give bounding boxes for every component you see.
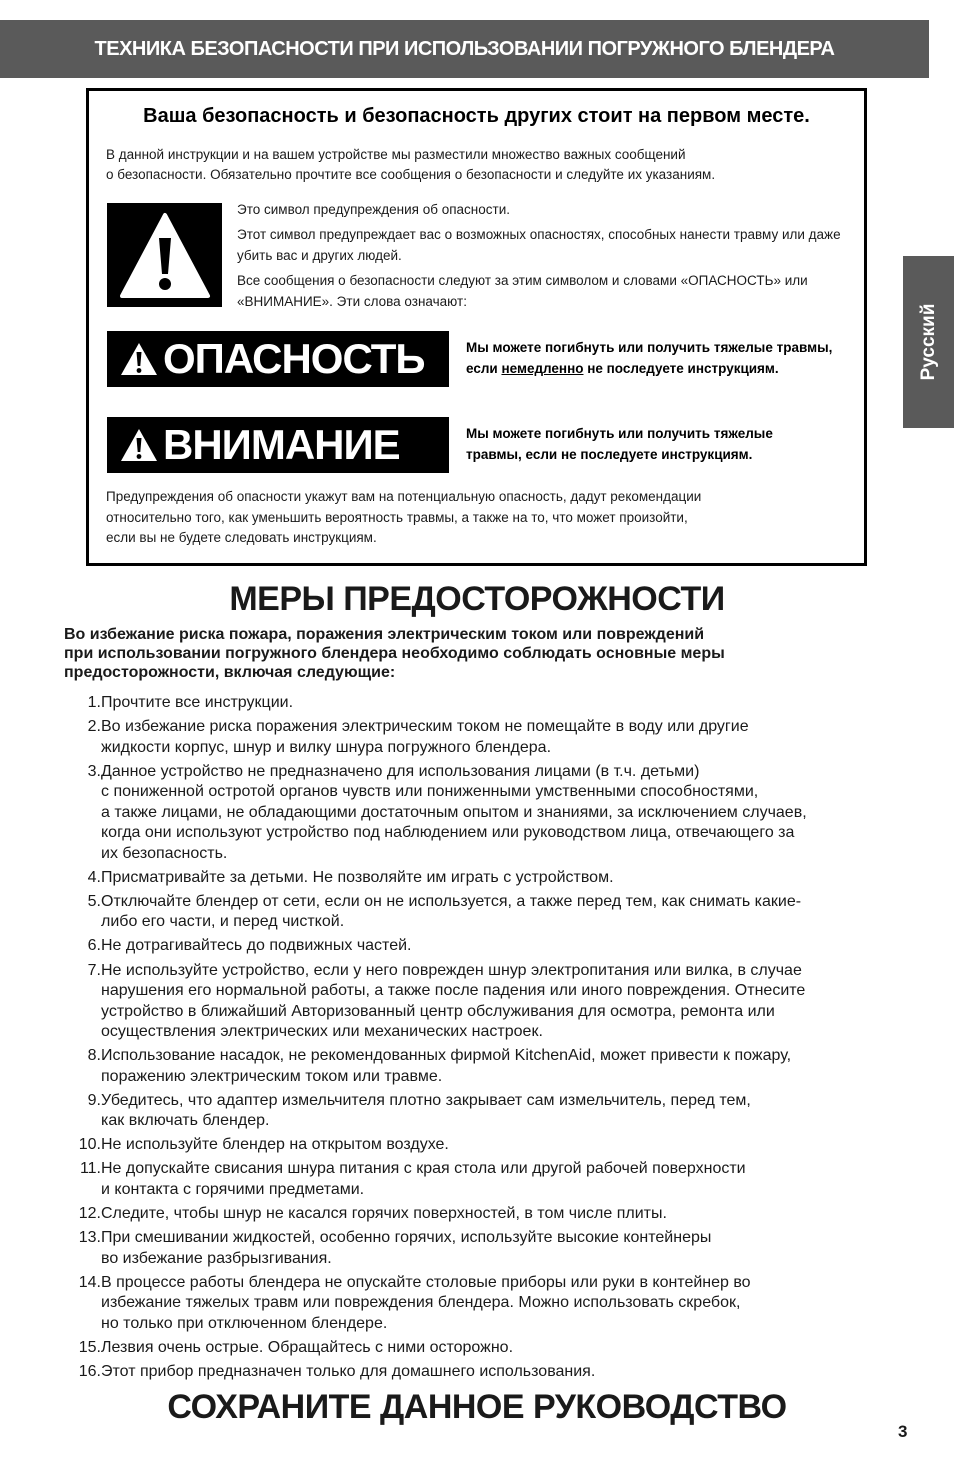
page-header-title: ТЕХНИКА БЕЗОПАСНОСТИ ПРИ ИСПОЛЬЗОВАНИИ ПОГРУЖНОГО БЛЕНДЕРА — [94, 37, 835, 60]
symbol-paragraph: Все сообщения о безопасности следуют за этим символом и словами «ОПАСНОСТЬ» или «ВНИМАНИЕ». Эти слова означают: — [237, 273, 808, 309]
list-item-line: жидкости корпус, шнур и вилку шнура погружного блендера. — [101, 738, 552, 756]
save-manual-title: СОХРАНИТЕ ДАННОЕ РУКОВОДСТВО — [167, 1388, 787, 1426]
danger-description-line — [466, 358, 866, 379]
list-item-line: как включать блендер. — [101, 1112, 270, 1130]
list-item-line: Не используйте блендер на открытом воздухе. — [101, 1136, 449, 1154]
language-tab-label: Русский — [917, 303, 939, 381]
list-item-line: Присматривайте за детьми. Не позволяйте им играть с устройством. — [101, 868, 614, 886]
warning-description-line: Мы можете погибнуть или получить тяжелые — [466, 426, 773, 441]
warning-label — [107, 417, 449, 473]
warning-word: ВНИМАНИЕ — [163, 421, 400, 468]
danger-triangle-icon — [119, 341, 159, 377]
danger-description-part: не последуете инструкциям. — [583, 361, 779, 376]
list-item-number: 10. — [78, 1136, 101, 1154]
list-item-line: Следите, чтобы шнур не касался горячих поверхностей, в том числе плиты. — [101, 1205, 667, 1223]
precautions-intro-line: предосторожности, включая следующие: — [64, 664, 396, 681]
list-item — [64, 762, 894, 865]
list-item-text — [101, 693, 894, 714]
list-item-line: когда они используют устройство под наблюдением или руководством лица, отвечающего за — [101, 824, 795, 842]
list-item-number: 9. — [87, 1091, 101, 1109]
list-item-line: нарушения его нормальной работы, а также после падения или иного повреждения. Отнесите — [101, 982, 806, 1000]
safety-box — [86, 88, 867, 566]
list-item — [64, 1091, 894, 1132]
safety-box-footer-line: относительно того, как уменьшить вероятность травмы, а также на то, что может произойти, — [106, 509, 688, 525]
list-item-text — [101, 892, 894, 933]
list-item — [64, 936, 894, 957]
list-item-text — [101, 1204, 894, 1225]
list-item-text — [101, 1228, 894, 1269]
list-item-text — [101, 1159, 894, 1200]
list-item-line: Не используйте устройство, если у него поврежден шнур электропитания или вилка, в случае — [101, 961, 802, 979]
safety-box-intro-line: о безопасности. Обязательно прочтите все сообщения о безопасности и следуйте их указаниям. — [106, 167, 716, 182]
list-item-number: 11. — [79, 1160, 101, 1178]
list-item-number: 4. — [87, 868, 101, 886]
list-item-text — [101, 762, 894, 865]
list-item-number: 8. — [87, 1047, 101, 1065]
danger-description-emphasis: немедленно — [501, 361, 584, 376]
list-item-line: во избежание разбрызгивания. — [101, 1249, 332, 1267]
language-tab — [903, 256, 954, 428]
list-item-number: 5. — [87, 892, 101, 910]
list-item — [64, 892, 894, 933]
list-item-line: либо его части, и перед чисткой. — [101, 913, 345, 931]
list-item-line: Этот прибор предназначен только для домашнего использования. — [101, 1362, 596, 1380]
safety-box-intro-line: В данной инструкции и на вашем устройстве мы разместили множество важных сообщений — [106, 147, 686, 162]
list-item-number: 3. — [87, 762, 101, 780]
list-item-text — [101, 1135, 894, 1156]
symbol-paragraph: Это символ предупреждения об опасности. — [237, 202, 510, 217]
list-item-line: поражению электрическим током или травме. — [101, 1067, 443, 1085]
list-item — [64, 1228, 894, 1269]
danger-description-line: Мы можете погибнуть или получить тяжелые травмы, — [466, 340, 833, 355]
list-item-line: Не допускайте свисания шнура питания с края стола или другой рабочей поверхности — [101, 1160, 746, 1178]
list-item-number: 6. — [87, 937, 101, 955]
precautions-title: МЕРЫ ПРЕДОСТОРОЖНОСТИ — [229, 580, 725, 618]
list-item-text — [101, 1362, 894, 1383]
page-header — [0, 20, 929, 78]
list-item-line: Использование насадок, не рекомендованных фирмой KitchenAid, может привести к пожару, — [101, 1047, 792, 1065]
safety-box-intro — [106, 145, 826, 185]
danger-description-part: если — [466, 361, 502, 376]
list-item-text — [101, 1091, 894, 1132]
list-item — [64, 693, 894, 714]
warning-description-line: травмы, если не последуете инструкциям. — [466, 447, 753, 462]
list-item-number: 16. — [78, 1362, 101, 1380]
precautions-list — [64, 693, 894, 1386]
list-item — [64, 1362, 894, 1383]
list-item — [64, 1338, 894, 1359]
list-item-text — [101, 1273, 894, 1335]
list-item-number: 15. — [78, 1338, 101, 1356]
list-item-line: Убедитесь, что адаптер измельчителя плотно закрывает сам измельчитель, перед тем, — [101, 1091, 751, 1109]
list-item-line: Во избежание риска поражения электрическим током не помещайте в воду или другие — [101, 718, 749, 736]
danger-description — [466, 337, 866, 379]
list-item-text — [101, 1046, 894, 1087]
list-item-line: и контакта с горячими предметами. — [101, 1180, 365, 1198]
safety-box-footer — [106, 487, 826, 549]
list-item-text — [101, 1338, 894, 1359]
list-item-line: осуществления электрических или механических настроек. — [101, 1023, 543, 1041]
list-item-line: Не дотрагивайтесь до подвижных частей. — [101, 937, 412, 955]
safety-box-footer-line: если вы не будете следовать инструкциям. — [106, 530, 377, 545]
list-item-line: а также лицами, не обладающими достаточным опытом и знаниями, за исключением случаев, — [101, 803, 807, 821]
warning-triangle-icon — [107, 203, 222, 307]
list-item-line: избежание тяжелых травм или повреждения блендера. Можно использовать скребок, — [101, 1294, 741, 1312]
list-item-number: 2. — [87, 718, 101, 736]
list-item-text — [101, 961, 894, 1043]
list-item — [64, 961, 894, 1043]
list-item-line: с пониженной остротой органов чувств или пониженными умственными способностями, — [101, 783, 759, 801]
danger-word: ОПАСНОСТЬ — [163, 335, 425, 382]
danger-label — [107, 331, 449, 387]
list-item-text — [101, 868, 894, 889]
list-item-number: 7. — [87, 961, 101, 979]
list-item-line: При смешивании жидкостей, особенно горячих, используйте высокие контейнеры — [101, 1229, 712, 1247]
list-item — [64, 1046, 894, 1087]
list-item-number: 1. — [87, 694, 101, 711]
list-item-line: Данное устройство не предназначено для использования лицами (в т.ч. детьми) — [101, 762, 700, 780]
list-item — [64, 1204, 894, 1225]
warning-triangle-small-icon — [119, 427, 159, 463]
list-item — [64, 1273, 894, 1335]
list-item — [64, 1159, 894, 1200]
page-number: 3 — [898, 1422, 908, 1441]
precautions-intro-line: Во избежание риска пожара, поражения электрическим током или повреждений — [64, 626, 705, 643]
symbol-paragraph: Этот символ предупреждает вас о возможных опасностях, способных нанести травму или даже убить вас и других людей. — [237, 227, 841, 263]
list-item-number: 13. — [78, 1229, 101, 1247]
list-item-line: Лезвия очень острые. Обращайтесь с ними осторожно. — [101, 1338, 514, 1356]
safety-box-title: Ваша безопасность и безопасность других стоит на первом месте. — [143, 105, 810, 127]
list-item-text — [101, 717, 894, 758]
list-item-line: устройство в ближайший Авторизованный центр обслуживания для осмотра, ремонта или — [101, 1002, 775, 1020]
list-item — [64, 1135, 894, 1156]
safety-box-footer-line: Предупреждения об опасности укажут вам на потенциальную опасность, дадут рекомендации — [106, 489, 702, 504]
list-item-line: Отключайте блендер от сети, если он не используется, а также перед тем, как снимать какие- — [101, 892, 802, 910]
symbol-description — [237, 199, 847, 316]
list-item-number: 12. — [78, 1205, 101, 1223]
list-item-line: В процессе работы блендера не опускайте столовые приборы или руки в контейнер во — [101, 1273, 751, 1291]
precautions-intro-line: при использовании погружного блендера необходимо соблюдать основные меры — [64, 645, 725, 662]
list-item-line: Прочтите все инструкции. — [101, 694, 294, 711]
list-item-text — [101, 936, 894, 957]
list-item-line: но только при отключенном блендере. — [101, 1314, 388, 1332]
list-item-number: 14. — [78, 1273, 101, 1291]
list-item — [64, 717, 894, 758]
precautions-intro — [64, 625, 854, 682]
warning-description — [466, 423, 866, 465]
list-item-line: их безопасность. — [101, 844, 228, 862]
list-item — [64, 868, 894, 889]
